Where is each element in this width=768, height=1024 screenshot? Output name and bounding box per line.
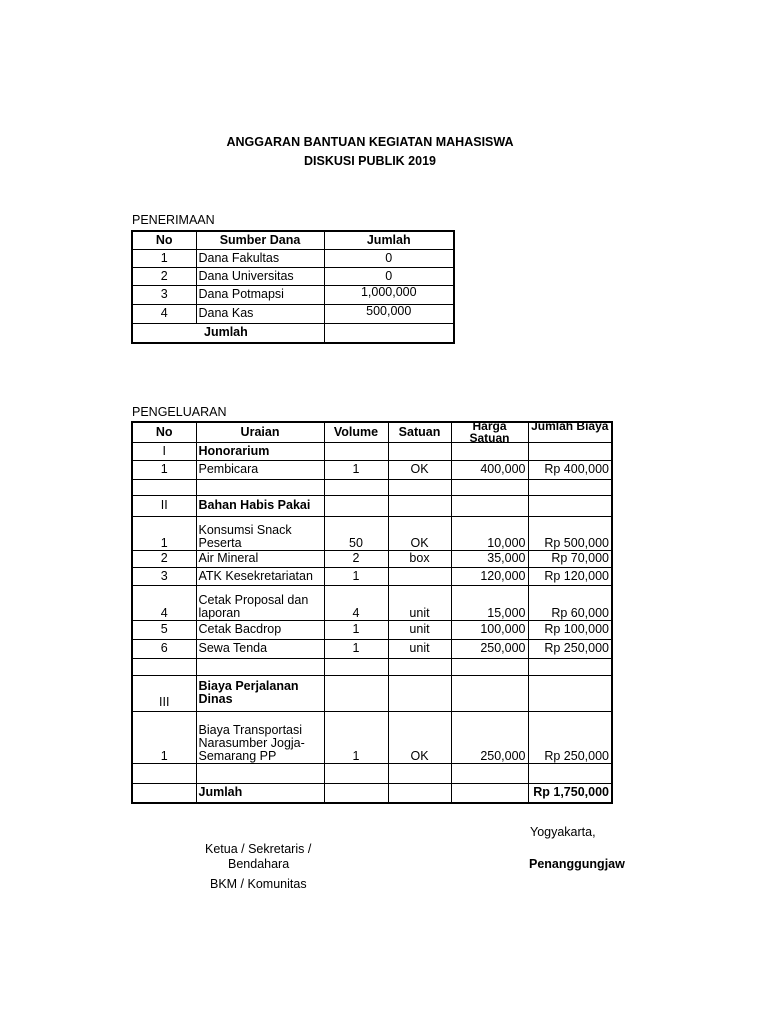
cell-empty [528, 763, 612, 783]
cell-volume: 4 [324, 585, 388, 620]
cell-no: 2 [132, 550, 196, 567]
pengeluaran-header-row [132, 422, 612, 442]
cell-sumber-dana: Dana Potmapsi [196, 285, 324, 304]
cell-satuan [388, 495, 451, 516]
cell-biaya [528, 495, 612, 516]
cell-harga: 250,000 [451, 639, 528, 658]
cell-satuan: unit [388, 585, 451, 620]
table-row [132, 620, 612, 639]
cell-satuan: unit [388, 639, 451, 658]
cell-harga: 15,000 [451, 585, 528, 620]
cell-no: 1 [132, 460, 196, 479]
cell-uraian: Bahan Habis Pakai [196, 495, 324, 516]
table-row [132, 479, 612, 495]
table-row [132, 763, 612, 783]
cell-no: 5 [132, 620, 196, 639]
cell-uraian: Honorarium [196, 442, 324, 460]
cell-no: 3 [132, 285, 196, 304]
table-row [132, 442, 612, 460]
penerimaan-table [131, 230, 455, 344]
cell-empty [528, 658, 612, 675]
cell-satuan [388, 675, 451, 711]
cell-uraian: Cetak Proposal dan laporan [196, 585, 324, 620]
cell-volume: 1 [324, 567, 388, 585]
cell-volume: 1 [324, 620, 388, 639]
header-jumlah: Jumlah [324, 231, 454, 249]
cell-harga: 10,000 [451, 516, 528, 550]
cell-empty [451, 658, 528, 675]
cell-uraian: Sewa Tenda [196, 639, 324, 658]
cell-no: II [132, 495, 196, 516]
cell-uraian: Konsumsi Snack Peserta [196, 516, 324, 550]
penerimaan-header-row [132, 231, 454, 249]
cell-empty [196, 658, 324, 675]
table-row [132, 249, 454, 267]
cell-harga [451, 675, 528, 711]
header-jumlah-biaya-text: Jumlah Biaya [531, 419, 609, 434]
cell-harga: 120,000 [451, 567, 528, 585]
header-harga-satuan-text: Harga Satuan [469, 419, 510, 446]
cell-empty [132, 479, 196, 495]
cell-empty [324, 479, 388, 495]
cell-satuan: OK [388, 460, 451, 479]
cell-empty [388, 763, 451, 783]
total-empty [324, 783, 388, 803]
table-row [132, 267, 454, 285]
footer-city: Yogyakarta, [530, 825, 596, 839]
cell-empty [132, 658, 196, 675]
header-satuan: Satuan [388, 422, 451, 442]
pengeluaran-heading: PENGELUARAN [132, 405, 227, 419]
cell-harga: 250,000 [451, 711, 528, 763]
total-label: Jumlah [196, 323, 324, 343]
cell-biaya [528, 675, 612, 711]
cell-satuan: box [388, 550, 451, 567]
cell-harga: 35,000 [451, 550, 528, 567]
cell-no: I [132, 442, 196, 460]
cell-uraian: ATK Kesekretariatan [196, 567, 324, 585]
table-row [132, 304, 454, 323]
cell-satuan [388, 567, 451, 585]
cell-jumlah: 0 [324, 249, 454, 267]
cell-jumlah: 1,000,000 [324, 285, 454, 304]
document-title: ANGGARAN BANTUAN KEGIATAN MAHASISWA [226, 135, 514, 149]
cell-harga [451, 495, 528, 516]
cell-volume [324, 675, 388, 711]
table-row [132, 516, 612, 550]
table-row [132, 285, 454, 304]
table-row [132, 675, 612, 711]
total-empty [388, 783, 451, 803]
total-spacer [132, 783, 196, 803]
total-spacer [132, 323, 196, 343]
cell-biaya: Rp 120,000 [528, 567, 612, 585]
cell-biaya: Rp 400,000 [528, 460, 612, 479]
cell-volume [324, 442, 388, 460]
footer-left-line3: BKM / Komunitas [210, 877, 307, 891]
total-empty [451, 783, 528, 803]
cell-biaya: Rp 500,000 [528, 516, 612, 550]
header-no: No [132, 231, 196, 249]
cell-uraian: Cetak Bacdrop [196, 620, 324, 639]
cell-no: 2 [132, 267, 196, 285]
cell-empty [324, 658, 388, 675]
cell-uraian: Biaya Transportasi Narasumber Jogja-Semarang PP [196, 711, 324, 763]
cell-empty [132, 763, 196, 783]
cell-volume: 1 [324, 711, 388, 763]
penerimaan-heading: PENERIMAAN [132, 213, 215, 227]
cell-empty [388, 479, 451, 495]
table-row [132, 658, 612, 675]
cell-satuan: OK [388, 516, 451, 550]
cell-no: III [132, 675, 196, 711]
total-value: Rp 1,750,000 [528, 783, 612, 803]
table-row [132, 585, 612, 620]
footer-left-line2: Bendahara [228, 857, 290, 871]
footer-left-line1: Ketua / Sekretaris / [205, 842, 312, 856]
cell-uraian: Pembicara [196, 460, 324, 479]
cell-empty [388, 658, 451, 675]
pengeluaran-total-row [132, 783, 612, 803]
cell-jumlah: 0 [324, 267, 454, 285]
total-label: Jumlah [196, 783, 324, 803]
header-jumlah-biaya [528, 419, 612, 442]
footer-right-label: Penanggungjaw [529, 857, 625, 871]
cell-biaya: Rp 60,000 [528, 585, 612, 620]
cell-biaya: Rp 250,000 [528, 711, 612, 763]
pengeluaran-table [131, 421, 613, 804]
cell-no: 4 [132, 304, 196, 323]
table-row [132, 460, 612, 479]
cell-satuan [388, 442, 451, 460]
header-no: No [132, 422, 196, 442]
header-harga-satuan [451, 419, 528, 446]
cell-biaya: Rp 70,000 [528, 550, 612, 567]
cell-satuan: OK [388, 711, 451, 763]
cell-biaya [528, 442, 612, 460]
cell-harga: 100,000 [451, 620, 528, 639]
cell-no: 1 [132, 516, 196, 550]
table-row [132, 639, 612, 658]
table-row [132, 550, 612, 567]
cell-volume [324, 495, 388, 516]
cell-jumlah: 500,000 [324, 304, 454, 323]
cell-empty [196, 479, 324, 495]
cell-no: 4 [132, 585, 196, 620]
cell-empty [324, 763, 388, 783]
cell-sumber-dana: Dana Fakultas [196, 249, 324, 267]
table-row [132, 495, 612, 516]
header-volume: Volume [324, 422, 388, 442]
cell-empty [196, 763, 324, 783]
cell-no: 1 [132, 711, 196, 763]
cell-no: 1 [132, 249, 196, 267]
table-row [132, 711, 612, 763]
cell-uraian: Biaya Perjalanan Dinas [196, 675, 324, 711]
cell-uraian: Air Mineral [196, 550, 324, 567]
cell-sumber-dana: Dana Universitas [196, 267, 324, 285]
cell-volume: 1 [324, 460, 388, 479]
cell-volume: 50 [324, 516, 388, 550]
cell-volume: 2 [324, 550, 388, 567]
cell-volume: 1 [324, 639, 388, 658]
cell-biaya: Rp 250,000 [528, 639, 612, 658]
document-subtitle: DISKUSI PUBLIK 2019 [304, 154, 436, 168]
header-uraian: Uraian [196, 422, 324, 442]
cell-no: 6 [132, 639, 196, 658]
header-sumber-dana: Sumber Dana [196, 231, 324, 249]
table-row [132, 567, 612, 585]
cell-empty [528, 479, 612, 495]
cell-no: 3 [132, 567, 196, 585]
cell-empty [451, 479, 528, 495]
cell-biaya: Rp 100,000 [528, 620, 612, 639]
cell-sumber-dana: Dana Kas [196, 304, 324, 323]
penerimaan-total-row [132, 323, 454, 343]
total-value [324, 323, 454, 343]
cell-satuan: unit [388, 620, 451, 639]
cell-empty [451, 763, 528, 783]
cell-harga: 400,000 [451, 460, 528, 479]
